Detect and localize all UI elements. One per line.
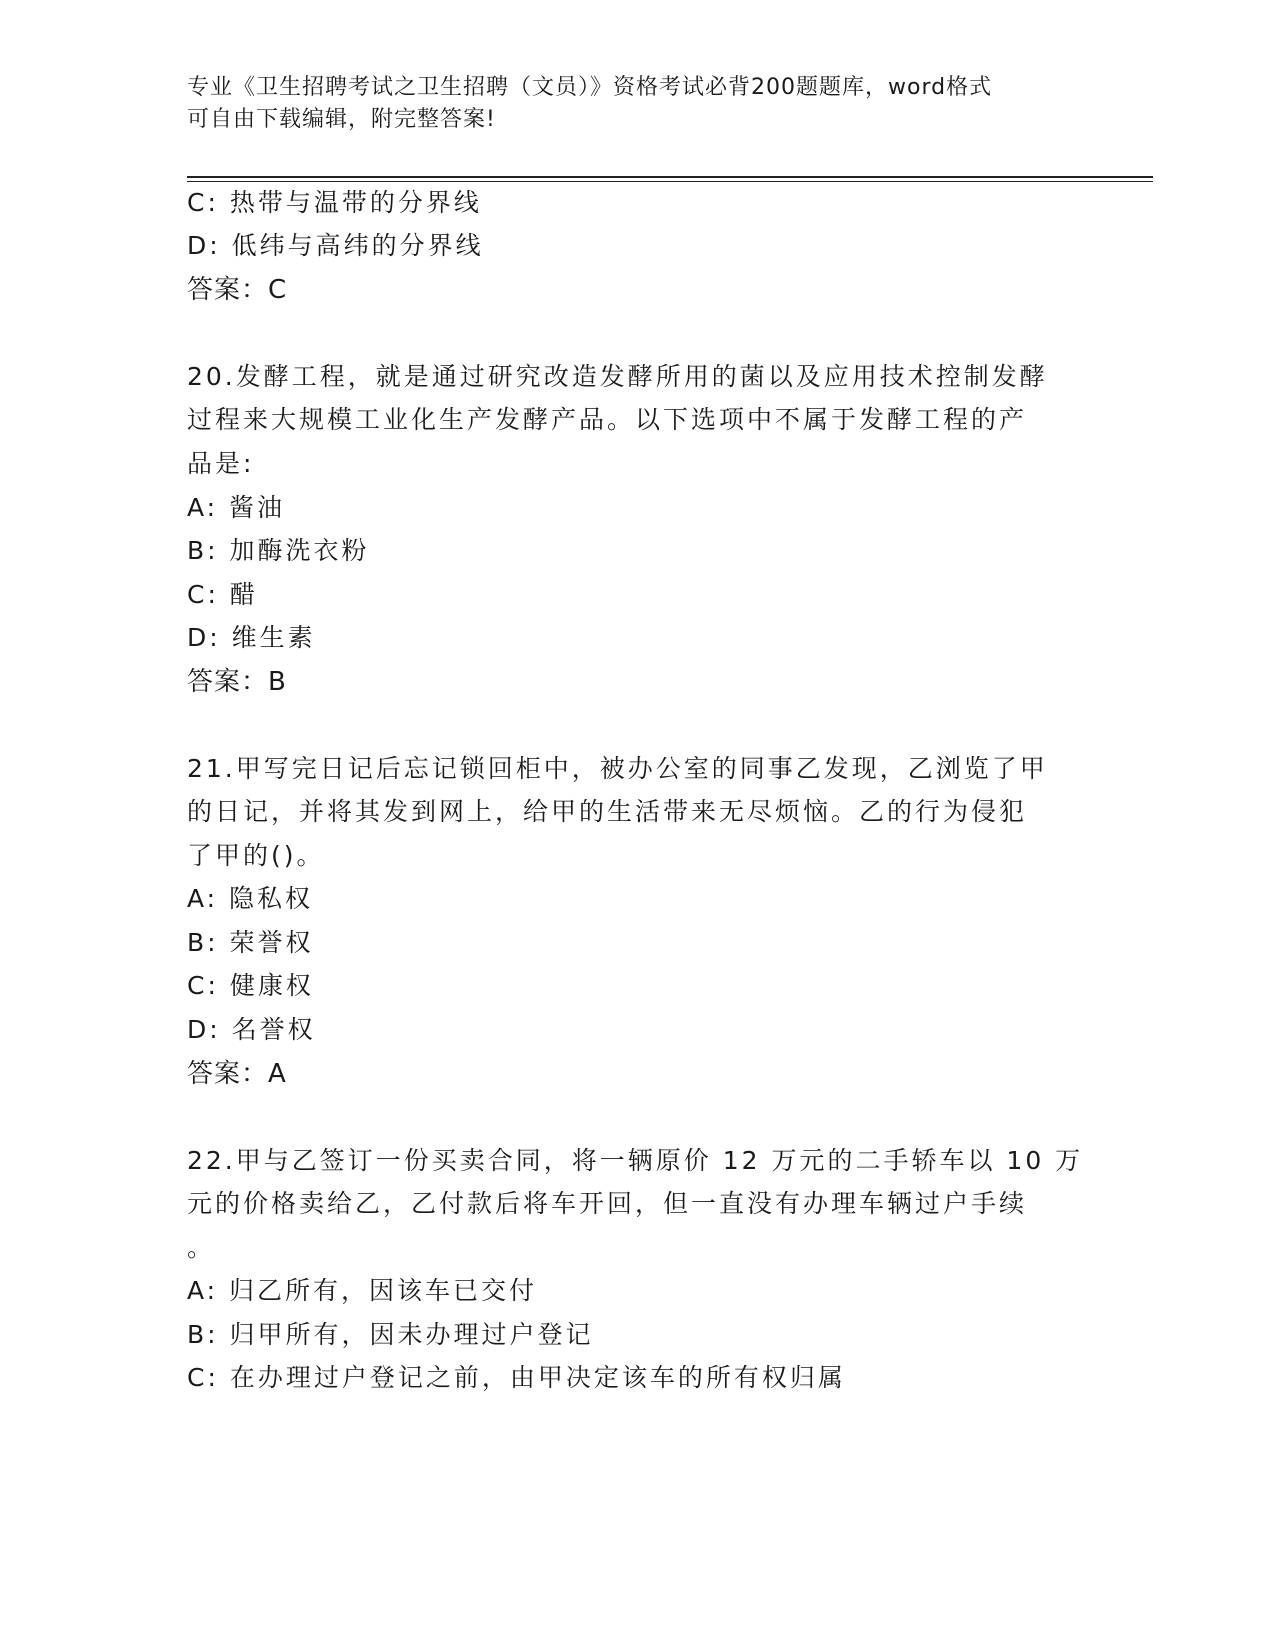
q22-text-line-1: 22.甲与乙签订一份买卖合同，将一辆原价 12 万元的二手轿车以 10 万	[187, 1146, 1084, 1175]
q21-text-line-3: 了甲的()。	[187, 841, 325, 870]
header-divider-thin	[187, 181, 1153, 182]
q21-option-c: C: 健康权	[187, 971, 314, 1000]
q22-option-a: A: 归乙所有，因该车已交付	[187, 1276, 538, 1305]
q21-text-line-1: 21.甲写完日记后忘记锁回柜中，被办公室的同事乙发现，乙浏览了甲	[187, 754, 1048, 783]
header-line-2: 可自由下载编辑，附完整答案!	[187, 107, 496, 132]
q22-option-c: C: 在办理过户登记之前，由甲决定该车的所有权归属	[187, 1363, 846, 1392]
q19-option-d: D: 低纬与高纬的分界线	[187, 231, 484, 260]
q19-option-c: C: 热带与温带的分界线	[187, 188, 482, 217]
q22-text-line-3: 。	[187, 1233, 216, 1262]
q20-text-line-3: 品是:	[187, 449, 255, 478]
q21-option-b: B: 荣誉权	[187, 928, 314, 957]
q21-option-d: D: 名誉权	[187, 1015, 316, 1044]
q20-text-line-2: 过程来大规模工业化生产发酵产品。以下选项中不属于发酵工程的产	[187, 405, 1028, 434]
q22-option-b: B: 归甲所有，因未办理过户登记	[187, 1320, 594, 1349]
q19-answer: 答案：C	[187, 275, 288, 305]
q20-option-c: C: 醋	[187, 580, 258, 609]
q21-option-a: A: 隐私权	[187, 884, 314, 913]
document-header	[187, 72, 1067, 136]
q20-text-line-1: 20.发酵工程，就是通过研究改造发酵所用的菌以及应用技术控制发酵	[187, 362, 1048, 391]
header-line-1: 专业《卫生招聘考试之卫生招聘（文员）》资格考试必背200题题库，word格式	[187, 75, 993, 100]
q20-option-a: A: 酱油	[187, 493, 286, 522]
q20-answer: 答案：B	[187, 667, 287, 697]
q21-text-line-2: 的日记，并将其发到网上，给甲的生活带来无尽烦恼。乙的行为侵犯	[187, 797, 1028, 826]
q21-answer: 答案：A	[187, 1059, 287, 1089]
q20-option-d: D: 维生素	[187, 623, 316, 652]
q20-option-b: B: 加酶洗衣粉	[187, 536, 370, 565]
q22-text-line-2: 元的价格卖给乙，乙付款后将车开回，但一直没有办理车辆过户手续	[187, 1189, 1028, 1218]
header-divider-thick	[187, 176, 1153, 178]
